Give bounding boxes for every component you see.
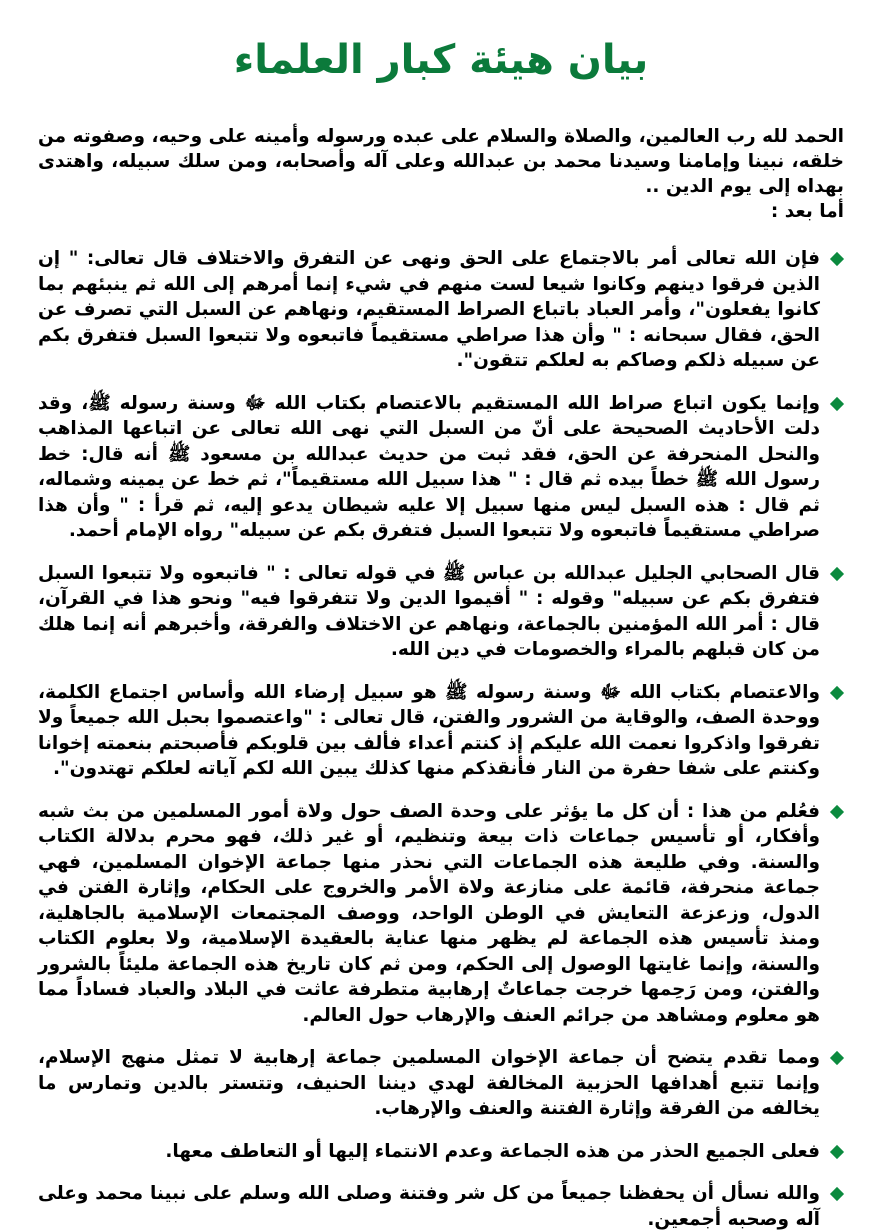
diamond-bullet-icon [830, 1144, 844, 1158]
statement-paragraph [38, 1181, 844, 1232]
diamond-bullet-icon [830, 1187, 844, 1201]
paragraph-text: فعُلم من هذا : أن كل ما يؤثر على وحدة الصف حول ولاة أمور المسلمين من بث شبه وأفكار، أو تأسيس جماعات ذات بيعة وتنظيم، أو غير ذلك، فهو محرم بدلالة الكتاب والسنة. وفي طليعة هذه الجماعات التي نحذر منها جماعة الإخوان المسلمين، فهي جماعة منحرفة، قائمة على منازعة ولاة الأمر والخروج على الحكام، وإثارة الفتن في الدول، وزعزعة التعايش في الوطن الواحد، ووصف المجتمعات الإسلامية بالجاهلية، ومنذ تأسيس هذه الجماعة لم يظهر منها عناية بالعقيدة الإسلامية، ولا بعلوم الكتاب والسنة، وإنما غايتها الوصول إلى الحكم، ومن ثم كان تاريخ هذه الجماعة مليئاً بالشرور والفتن، ومن رَحِمها خرجت جماعاتٌ إرهابية متطرفة عاثت في البلاد والعباد فساداً مما هو معلوم ومشاهد من جرائم العنف والإرهاب حول العالم. [38, 800, 820, 1026]
intro-greeting: الحمد لله رب العالمين، والصلاة والسلام على عبده ورسوله وأمينه على وحيه، وصفوته من خلقه، نبينا وإمامنا وسيدنا محمد بن عبدالله وعلى آله وأصحابه، ومن سلك سبيله، واهتدى بهداه إلى يوم الدين .. [38, 126, 844, 197]
intro-amma-baad: أما بعد : [770, 201, 844, 222]
page-title: بيان هيئة كبار العلماء [233, 37, 649, 83]
paragraph-text: والاعتصام بكتاب الله ﷻ وسنة رسوله ﷺ هو سبيل إرضاء الله وأساس اجتماع الكلمة، ووحدة الصف، والوقاية من الشرور والفتن، قال تعالى : "واعتصموا بحبل الله جميعاً ولا تفرقوا واذكروا نعمت الله عليكم إذ كنتم أعداء فألف بين قلوبكم فأصبحتم بنعمته إخوانا وكنتم على شفا حفرة من النار فأنقذكم منها كذلك يبين الله لكم آياته لعلكم تهتدون". [38, 681, 820, 779]
diamond-bullet-icon [830, 566, 844, 580]
statement-paragraph [38, 680, 844, 782]
diamond-bullet-icon [830, 396, 844, 410]
diamond-bullet-icon [830, 685, 844, 699]
intro-block [38, 124, 844, 224]
diamond-bullet-icon [830, 252, 844, 266]
paragraph-text: فإن الله تعالى أمر بالاجتماع على الحق ونهى عن التفرق والاختلاف قال تعالى: " إن الذين فرقوا دينهم وكانوا شيعا لست منهم في شيء إنما أمرهم إلى الله ثم ينبئهم بما كانوا يفعلون"، وأمر العباد باتباع الصراط المستقيم، ونهاهم عن السبل التي تصرف عن الحق، فقال سبحانه : " وأن هذا صراطي مستقيماً فاتبعوه ولا تتبعوا السبل فتفرق بكم عن سبيله ذلكم وصاكم به لعلكم تتقون". [38, 248, 820, 371]
paragraph-text: فعلى الجميع الحذر من هذه الجماعة وعدم الانتماء إليها أو التعاطف معها. [165, 1140, 820, 1162]
paragraph-text: ومما تقدم يتضح أن جماعة الإخوان المسلمين جماعة إرهابية لا تمثل منهج الإسلام، وإنما تتبع أهدافها الحزبية المخالفة لهدي ديننا الحنيف، وتتستر بالدين وتمارس ما يخالفه من الفرقة وإثارة الفتنة والعنف والإرهاب. [38, 1047, 820, 1119]
diamond-bullet-icon [830, 804, 844, 818]
paragraph-text: قال الصحابي الجليل عبدالله بن عباس ﷺ في قوله تعالى : " فاتبعوه ولا تتبعوا السبل فتفرق بكم عن سبيله" وقوله : " أقيموا الدين ولا تتفرقوا فيه" ونحو هذا في القرآن، قال : أمر الله المؤمنين بالجماعة، ونهاهم عن الاختلاف والفرقة، وأخبرهم أنه إنما هلك من كان قبلهم بالمراء والخصومات في دين الله. [38, 562, 820, 660]
statement-paragraph [38, 1045, 844, 1122]
statement-paragraph [38, 561, 844, 663]
statement-paragraph [38, 799, 844, 1029]
statement-paragraph [38, 391, 844, 544]
diamond-bullet-icon [830, 1051, 844, 1065]
statement-paragraph [38, 1139, 844, 1165]
paragraph-text: وإنما يكون اتباع صراط الله المستقيم بالاعتصام بكتاب الله ﷻ وسنة رسوله ﷺ، وقد دلت الأحاديث الصحيحة على أنّ من السبل التي نهى الله تعالى عن اتباعها المذاهب والنحل المنحرفة عن الحق، فقد ثبت من حديث عبدالله بن مسعود ﷺ أنه قال: خط رسول الله ﷺ خطاً بيده ثم قال : " هذا سبيل الله مستقيماً"، ثم خط عن يمينه وشماله، ثم قال : هذه السبل ليس منها سبيل إلا عليه شيطان يدعو إليه، ثم قرأ : " وأن هذا صراطي مستقيماً فاتبعوه ولا تتبعوا السبل فتفرق بكم عن سبيله" رواه الإمام أحمد. [38, 392, 820, 541]
paragraph-text: والله نسأل أن يحفظنا جميعاً من كل شر وفتنة وصلى الله وسلم على نبينا محمد وعلى آله وصحبه أجمعين. [38, 1183, 820, 1230]
statement-paragraph [38, 246, 844, 374]
